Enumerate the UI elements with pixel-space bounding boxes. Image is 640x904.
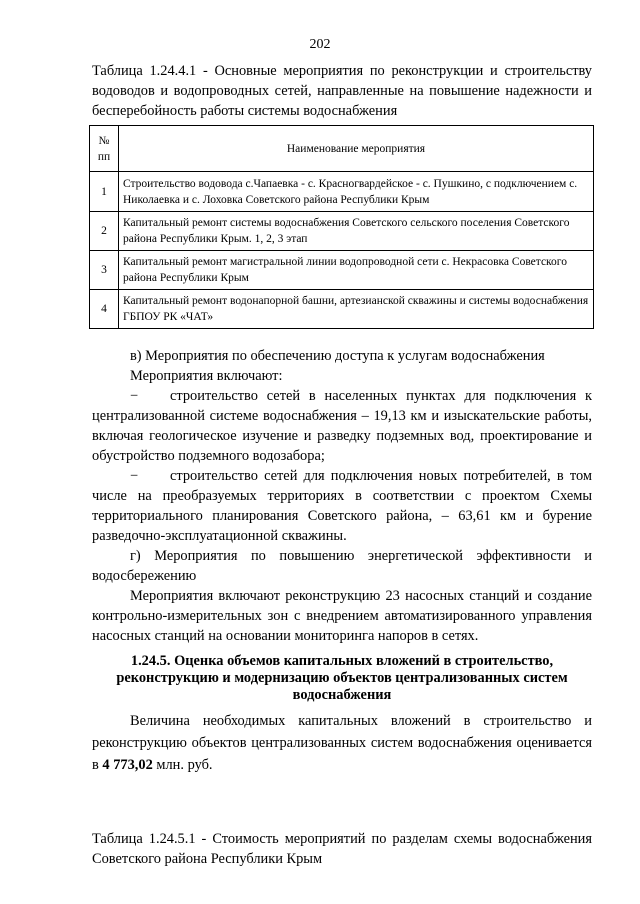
row-name: Капитальный ремонт системы водоснабжения Советского сельского поселения Советского района Республики Крым. 1, 2, 3 этап: [119, 212, 594, 251]
section-v-intro: Мероприятия включают:: [130, 368, 283, 384]
table-row: [90, 172, 594, 212]
row-name: Строительство водовода с.Чапаевка - с. Красногвардейское - с. Пушкино, с подключением с. Николаевка и с. Лоховка Советского района Республики Крым: [119, 172, 594, 212]
dash-marker: −: [130, 388, 139, 404]
section-heading: 1.24.5. Оценка объемов капитальных вложений в строительство, реконструкцию и модернизацию объектов централизованных систем водоснабжения: [116, 653, 568, 703]
table-caption: Таблица 1.24.4.1 - Основные мероприятия по реконструкции и строительству водоводов и водопроводных сетей, направленные на повышение надежности и бесперебойность работы системы водоснабжения: [92, 63, 592, 119]
table-header-row: [90, 126, 594, 172]
investment-amount: 4 773,02: [102, 757, 153, 773]
dash-item-1: [92, 386, 592, 466]
body-text: [92, 346, 592, 646]
table-row: [90, 290, 594, 329]
row-num: 1: [90, 172, 119, 212]
row-num: 4: [90, 290, 119, 329]
row-num: 3: [90, 251, 119, 290]
dash-marker: −: [130, 468, 139, 484]
row-name: Капитальный ремонт водонапорной башни, артезианской скважины и системы водоснабжения ГБПОУ РК «ЧАТ»: [119, 290, 594, 329]
dash-item-2-text: строительство сетей для подключения новых потребителей, в том числе на преобразуемых территориях в соответствии с проектом Схемы территориального планирования Советского района, – 63,61 км и бурение разведочно-эксплуатационной скважины.: [92, 468, 592, 544]
header-num: № пп: [90, 126, 119, 172]
measures-table: [89, 125, 594, 329]
table-row: [90, 251, 594, 290]
section-v-title: в) Мероприятия по обеспечению доступа к услугам водоснабжения: [130, 348, 545, 364]
investment-text-after: млн. руб.: [152, 757, 213, 773]
section-g-title: г) Мероприятия по повышению энергетической эффективности и водосбережению: [92, 548, 592, 584]
dash-item-2: [92, 466, 592, 546]
header-name: Наименование мероприятия: [119, 126, 594, 172]
row-name: Капитальный ремонт магистральной линии водопроводной сети с. Некрасовка Советского района Республики Крым: [119, 251, 594, 290]
measures-table-container: [89, 125, 594, 329]
row-num: 2: [90, 212, 119, 251]
investment-paragraph: [92, 710, 592, 776]
section-g-text: Мероприятия включают реконструкцию 23 насосных станций и создание контрольно-измерительных зон с внедрением автоматизированного управления насосных станций на основании мониторинга напоров в сетях.: [92, 588, 592, 644]
page-number: 202: [309, 37, 331, 52]
dash-item-1-text: строительство сетей в населенных пунктах для подключения к централизованной системе водоснабжения – 19,13 км и изыскательские работы, включая геологическое изучение и разведку подземных вод, проектирование и обустройство подземного водозабора;: [92, 388, 592, 464]
table2-caption: Таблица 1.24.5.1 - Стоимость мероприятий по разделам схемы водоснабжения Советского района Республики Крым: [92, 831, 592, 867]
investment-text-before: Величина необходимых капитальных вложений в строительство и реконструкцию объектов централизованных систем водоснабжения оценивается в: [92, 713, 592, 773]
table-row: [90, 212, 594, 251]
